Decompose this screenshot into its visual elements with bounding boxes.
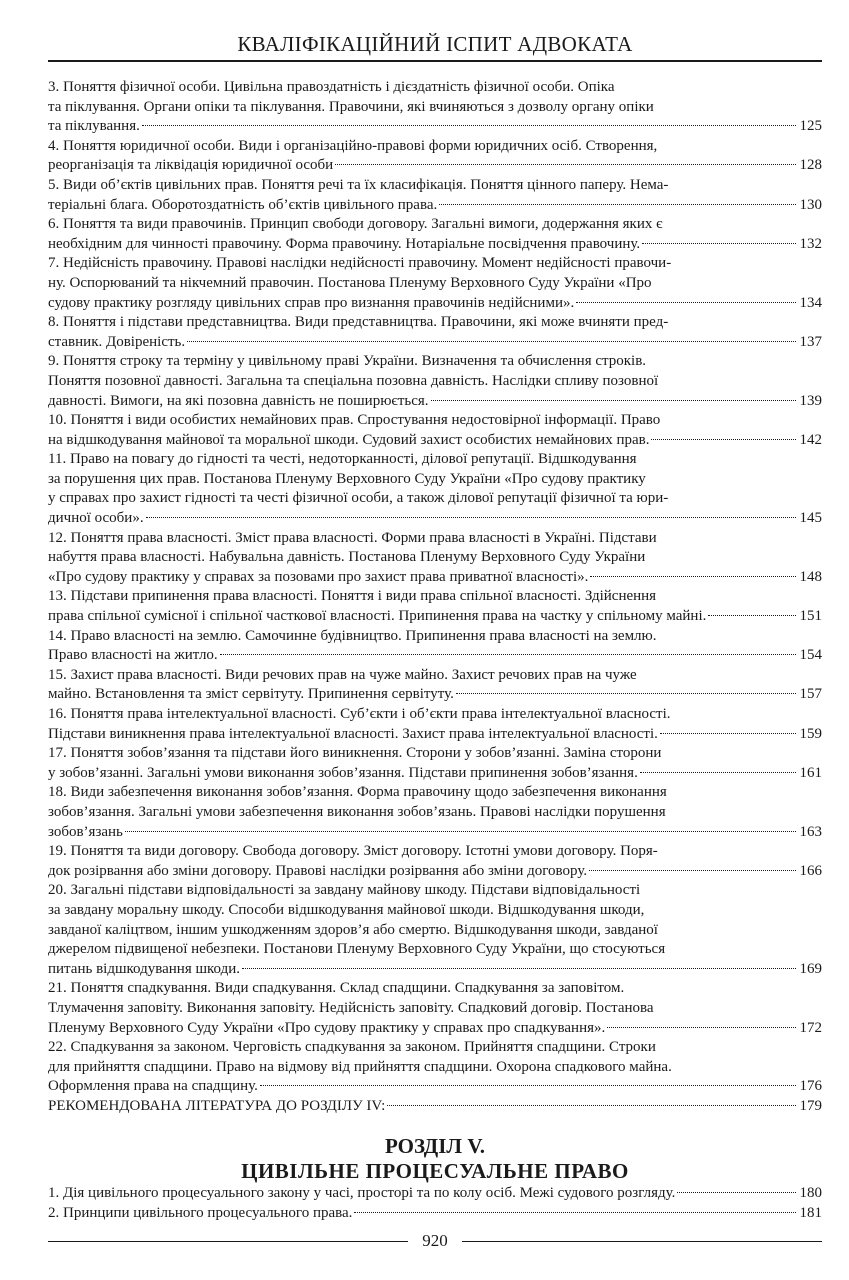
toc-entry-line: 7. Недійсність правочину. Правові наслідки недійсності правочину. Момент недійсності правочи- — [48, 255, 672, 272]
dot-leader — [125, 831, 796, 832]
toc-entry-line: Підстави виникнення права інтелектуальної власності. Захист права інтелектуальної власності. — [48, 725, 658, 742]
footer-rule-right — [462, 1241, 822, 1242]
toc-entry-line: реорганізація та ліквідація юридичної особи — [48, 157, 334, 174]
toc-entry-line: судову практику розгляду цивільних справ про визнання правочинів недійсними». — [48, 294, 575, 311]
toc-page-number: 169 — [799, 960, 822, 977]
toc-entry-line: 19. Поняття та види договору. Свобода договору. Зміст договору. Істотні умови договору. Поря- — [48, 843, 658, 860]
toc-entry-line: 3. Поняття фізичної особи. Цивільна правоздатність і дієздатність фізичної особи. Опіка — [48, 79, 615, 95]
toc-entry-line: 4. Поняття юридичної особи. Види і організаційно-правові форми юридичних осіб. Створення, — [48, 137, 658, 154]
dot-leader — [439, 204, 795, 205]
section-number: РОЗДІЛ V. — [384, 1134, 486, 1158]
toc-entry-last-line — [48, 294, 822, 314]
toc-entry-last-line — [48, 431, 822, 451]
toc-entry[interactable] — [48, 705, 822, 744]
toc-entry-line: давності. Вимоги, на які позовна давність не поширюється. — [48, 392, 429, 409]
dot-leader — [354, 1212, 795, 1213]
page-number: 920 — [422, 1231, 448, 1250]
toc-page-number: 163 — [799, 823, 822, 840]
header-rule — [48, 60, 822, 62]
dot-leader — [146, 517, 796, 518]
toc-entry-last-line — [48, 685, 822, 705]
toc-entry-line: 13. Підстави припинення права власності. Поняття і види права спільної власності. Здійснення — [48, 588, 657, 605]
dot-leader — [142, 125, 796, 126]
toc-entry-line: «Про судову практику у справах за позовами про захист права приватної власності». — [48, 568, 589, 585]
toc-entry-last-line — [48, 1097, 822, 1117]
toc-entry[interactable] — [48, 979, 822, 1038]
dot-leader — [640, 772, 796, 773]
toc-entry[interactable] — [48, 78, 822, 137]
toc-entry[interactable] — [48, 411, 822, 450]
toc-page-number: 154 — [799, 647, 822, 664]
toc-entry[interactable] — [48, 176, 822, 215]
toc-page-number: 145 — [799, 510, 822, 527]
toc-entry[interactable] — [48, 744, 822, 783]
toc-entry[interactable] — [48, 313, 822, 352]
toc-entry-line: 10. Поняття і види особистих немайнових прав. Спростування недостовірної інформації. Право — [48, 412, 661, 429]
toc-entry-last-line — [48, 764, 822, 784]
toc-entry[interactable] — [48, 1184, 822, 1204]
toc-entry-line: Право власності на житло. — [48, 647, 218, 664]
toc-entry-last-line — [48, 1077, 822, 1097]
toc-page-number: 176 — [799, 1078, 822, 1095]
toc-entry-line: необхідним для чинності правочину. Форма правочину. Нотаріальне посвідчення правочину. — [48, 235, 641, 252]
toc-entry-last-line — [48, 862, 822, 882]
toc-entry-last-line — [48, 568, 822, 588]
toc-entry-line: 8. Поняття і підстави представництва. Види представництва. Правочини, які може вчиняти пред- — [48, 314, 669, 331]
toc-page-number: 181 — [799, 1204, 822, 1221]
toc-page-number: 179 — [799, 1097, 822, 1114]
dot-leader — [335, 164, 795, 165]
toc-entry-line: на відшкодування майнової та моральної шкоди. Судовий захист особистих немайнових прав. — [48, 431, 650, 448]
toc-entry-line: 15. Захист права власності. Види речових прав на чуже майно. Захист речових прав на чуже — [48, 666, 637, 683]
page-footer — [48, 1228, 822, 1254]
toc-page-number: 161 — [799, 764, 822, 781]
header-title: КВАЛІФІКАЦІЙНИЙ ІСПИТ АДВОКАТА — [237, 32, 633, 56]
footer-rule-left — [48, 1241, 408, 1242]
toc-page-number: 134 — [799, 294, 822, 311]
toc-entry-last-line — [48, 235, 822, 255]
dot-leader — [642, 243, 795, 244]
toc-entry[interactable] — [48, 1204, 822, 1224]
toc-page-number: 166 — [799, 862, 822, 879]
dot-leader — [589, 870, 795, 871]
toc-page-number: 125 — [799, 118, 822, 135]
toc-entry[interactable] — [48, 450, 822, 528]
toc-page-number: 142 — [799, 431, 822, 448]
toc-entry-line: та піклування. Органи опіки та піклування. Правочини, які вчиняються з дозволу органу опіки — [48, 98, 654, 115]
toc-entry-last-line — [48, 156, 822, 176]
toc-entry-last-line — [48, 509, 822, 529]
dot-leader — [660, 733, 796, 734]
dot-leader — [187, 341, 795, 342]
toc-entry-line: Пленуму Верховного Суду України «Про судову практику у справах про спадкування». — [48, 1019, 606, 1036]
dot-leader — [242, 968, 795, 969]
toc-entry-line: джерелом підвищеної небезпеки. Постанови Пленуму Верховного Суду України, що стосуються — [48, 941, 666, 958]
dot-leader — [576, 302, 795, 303]
toc-entry-line: ну. Оспорюваний та нікчемний правочин. Постанова Пленуму Верховного Суду України «Про — [48, 274, 652, 291]
toc-entry[interactable] — [48, 842, 822, 881]
running-header — [48, 30, 822, 58]
toc-entry-line: РЕКОМЕНДОВАНА ЛІТЕРАТУРА ДО РОЗДІЛУ IV: — [48, 1097, 386, 1114]
toc-page-number: 128 — [799, 157, 822, 174]
toc-entry-last-line — [48, 607, 822, 627]
toc-entry[interactable] — [48, 137, 822, 176]
toc-entry-line: 5. Види об’єктів цивільних прав. Поняття речі та їх класифікація. Поняття цінного паперу. Нема- — [48, 176, 669, 193]
toc-entry-last-line — [48, 823, 822, 843]
toc-entry-last-line — [48, 646, 822, 666]
section-heading — [48, 1134, 822, 1184]
dot-leader — [651, 439, 795, 440]
toc-page-number: 159 — [799, 725, 822, 742]
toc-entry-line: 6. Поняття та види правочинів. Принцип свободи договору. Загальні вимоги, додержання яких є — [48, 216, 663, 233]
toc-entry-line: права спільної сумісної і спільної часткової власності. Припинення права на частку у спільному майні. — [48, 608, 707, 625]
toc-entry-line: зобов’язання. Загальні умови забезпечення виконання зобов’язань. Правові наслідки порушення — [48, 803, 666, 820]
toc-entry-line: 18. Види забезпечення виконання зобов’язання. Форма правочину щодо забезпечення виконання — [48, 784, 667, 801]
dot-leader — [220, 654, 796, 655]
toc-entry-last-line — [48, 1184, 822, 1204]
dot-leader — [260, 1085, 796, 1086]
toc-entry-last-line — [48, 333, 822, 353]
toc-entry-line: Оформлення права на спадщину. — [48, 1078, 258, 1095]
toc-page-number: 151 — [799, 608, 822, 625]
toc-entry-line: завданої каліцтвом, іншим ушкодженням здоров’я або смертю. Відшкодування шкоди, завданої — [48, 921, 658, 938]
dot-leader — [431, 400, 796, 401]
toc-entry[interactable] — [48, 1038, 822, 1097]
dot-leader — [456, 693, 796, 694]
toc-page-number: 139 — [799, 392, 822, 409]
toc-entry-last-line — [48, 960, 822, 980]
toc-entry[interactable] — [48, 352, 822, 411]
toc-entry-line: 12. Поняття права власності. Зміст права власності. Форми права власності в Україні. Підстави — [48, 529, 657, 546]
toc-page-number: 132 — [799, 235, 822, 252]
toc-entry-line: 2. Принципи цивільного процесуального права. — [48, 1204, 353, 1221]
toc-page-number: 180 — [799, 1185, 822, 1201]
toc-entry-line: теріальні блага. Оборотоздатність об’єктів цивільного права. — [48, 196, 438, 213]
toc-entry-line: у справах про захист гідності та честі фізичної особи, а також ділової репутації фізичної та юри- — [48, 490, 669, 507]
toc-entry-line: за порушення цих прав. Постанова Пленуму Верховного Суду України «Про судову практику — [48, 470, 646, 487]
toc-entry-line: 22. Спадкування за законом. Черговість спадкування за законом. Прийняття спадщини. Строки — [48, 1039, 656, 1056]
toc-entry-line: 9. Поняття строку та терміну у цивільному праві України. Визначення та обчислення строків. — [48, 353, 647, 370]
dot-leader — [677, 1192, 795, 1193]
toc-entry-line: Тлумачення заповіту. Виконання заповіту. Недійсність заповіту. Спадковий договір. Постанова — [48, 999, 654, 1016]
toc-entry-line: 1. Дія цивільного процесуального закону у часі, просторі та по колу осіб. Межі судового розгляду. — [48, 1185, 676, 1201]
dot-leader — [607, 1027, 795, 1028]
toc-entry-last-line — [48, 117, 822, 137]
toc-entry-line: питань відшкодування шкоди. — [48, 960, 241, 977]
toc-entry-line: дичної особи». — [48, 510, 144, 527]
toc-entry-last-line — [48, 392, 822, 412]
table-of-contents-section-v — [48, 1184, 822, 1223]
toc-entry-line: 11. Право на повагу до гідності та честі, недоторканності, ділової репутації. Відшкодування — [48, 451, 637, 468]
dot-leader — [590, 576, 795, 577]
toc-entry[interactable] — [48, 254, 822, 313]
toc-entry[interactable] — [48, 1097, 822, 1117]
toc-entry[interactable] — [48, 529, 822, 588]
toc-entry-line: за завдану моральну шкоду. Способи відшкодування майнової шкоди. Відшкодування шкоди, — [48, 901, 645, 918]
toc-entry-line: 16. Поняття права інтелектуальної власності. Суб’єкти і об’єкти права інтелектуальної власності. — [48, 706, 671, 722]
toc-entry[interactable] — [48, 627, 822, 666]
section-title: ЦИВІЛЬНЕ ПРОЦЕСУАЛЬНЕ ПРАВО — [241, 1159, 629, 1183]
toc-entry-last-line — [48, 1019, 822, 1039]
toc-page-number: 172 — [799, 1019, 822, 1036]
toc-entry-line: майно. Встановлення та зміст сервітуту. Припинення сервітуту. — [48, 686, 454, 703]
table-of-contents — [48, 78, 822, 1116]
toc-entry-line: 21. Поняття спадкування. Види спадкування. Склад спадщини. Спадкування за заповітом. — [48, 980, 625, 997]
toc-entry-line: зобов’язань — [48, 823, 123, 840]
toc-entry-line: ставник. Довіреність. — [48, 333, 186, 350]
toc-entry-last-line — [48, 1204, 822, 1224]
toc-page-number: 157 — [799, 686, 822, 703]
toc-entry-line: для прийняття спадщини. Право на відмову від прийняття спадщини. Охорона спадкового майна. — [48, 1058, 672, 1075]
toc-entry-line: набуття права власності. Набувальна давність. Постанова Пленуму Верховного Суду України — [48, 549, 646, 566]
toc-entry-last-line — [48, 725, 822, 745]
toc-entry[interactable] — [48, 666, 822, 705]
toc-entry-line: 14. Право власності на землю. Самочинне будівництво. Припинення права власності на землю. — [48, 627, 657, 644]
dot-leader — [387, 1105, 795, 1106]
toc-entry-line: док розірвання або зміни договору. Правові наслідки розірвання або зміни договору. — [48, 862, 588, 879]
toc-entry-last-line — [48, 196, 822, 216]
dot-leader — [708, 615, 795, 616]
toc-entry[interactable] — [48, 783, 822, 842]
toc-entry[interactable] — [48, 215, 822, 254]
toc-page-number: 148 — [799, 568, 822, 585]
toc-entry-line: 20. Загальні підстави відповідальності за завдану майнову шкоду. Підстави відповідальності — [48, 882, 641, 899]
toc-entry-line: Поняття позовної давності. Загальна та спеціальна позовна давність. Наслідки спливу позовної — [48, 372, 659, 389]
toc-entry-line: у зобов’язанні. Загальні умови виконання зобов’язання. Підстави припинення зобов’язання. — [48, 764, 638, 781]
toc-entry[interactable] — [48, 587, 822, 626]
toc-entry[interactable] — [48, 881, 822, 979]
toc-entry-line: та піклування. — [48, 118, 140, 135]
toc-page-number: 137 — [799, 333, 822, 350]
toc-page-number: 130 — [799, 196, 822, 213]
toc-entry-line: 17. Поняття зобов’язання та підстави його виникнення. Сторони у зобов’язанні. Заміна сторони — [48, 745, 662, 762]
